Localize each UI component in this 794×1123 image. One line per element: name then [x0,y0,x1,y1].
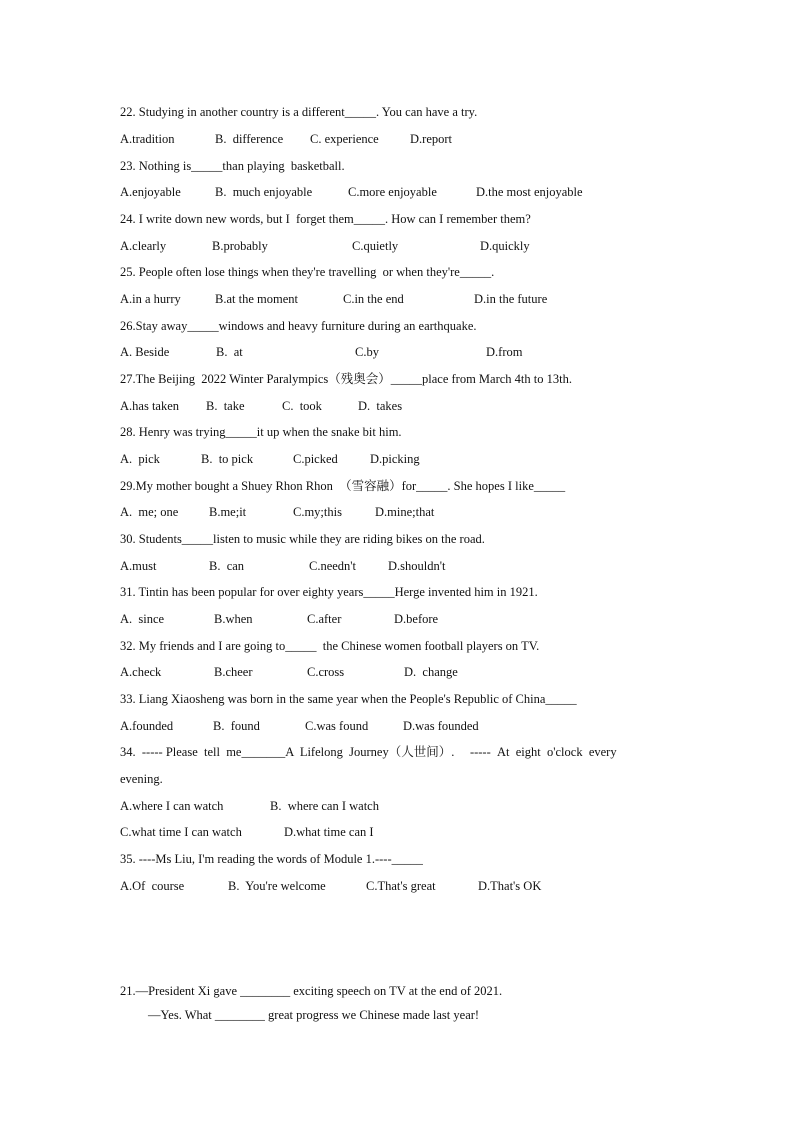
q32-option-b: B.cheer [214,665,253,679]
q28-option-c: C.picked [293,452,338,466]
question-22-stem: 22. Studying in another country is a different_____. You can have a try. [120,105,478,119]
q30-option-b: B. can [209,559,245,573]
q31-option-a: A. since [120,612,165,626]
question-30-stem: 30. Students_____listen to music while they are riding bikes on the road. [120,532,485,546]
q23-option-c: C.more enjoyable [348,185,437,199]
q26-option-a: A. Beside [120,345,170,359]
q32-option-d: D. change [404,665,458,679]
q27-option-c: C. took [282,399,322,413]
q22-option-a: A.tradition [120,132,175,146]
question-33-stem: 33. Liang Xiaosheng was born in the same year when the People's Republic of China_____ [120,692,577,706]
q27-option-b: B. take [206,399,245,413]
question-27-stem: 27.The Beijing 2022 Winter Paralympics（残奥会）_____place from March 4th to 13th. [120,372,572,386]
q28-option-b: B. to pick [201,452,254,466]
q35-option-c: C.That's great [366,879,436,893]
question-21-line2: —Yes. What ________ great progress we Chinese made last year! [148,1008,480,1022]
q26-option-c: C.by [355,345,379,359]
q33-option-b: B. found [213,719,260,733]
q33-option-a: A.founded [120,719,174,733]
q31-option-b: B.when [214,612,253,626]
question-32-stem: 32. My friends and I are going to_____ the Chinese women football players on TV. [120,639,540,653]
q23-option-a: A.enjoyable [120,185,181,199]
q33-option-d: D.was founded [403,719,479,733]
question-24-stem: 24. I write down new words, but I forget them_____. How can I remember them? [120,212,531,226]
q29-option-b: B.me;it [209,505,247,519]
question-26-stem: 26.Stay away_____windows and heavy furniture during an earthquake. [120,319,477,333]
q29-option-d: D.mine;that [375,505,435,519]
question-35-stem: 35. ----Ms Liu, I'm reading the words of Module 1.----_____ [120,852,423,866]
q27-option-a: A.has taken [120,399,180,413]
q32-option-c: C.cross [307,665,345,679]
question-21-line1: 21.—President Xi gave ________ exciting speech on TV at the end of 2021. [120,984,503,998]
q24-option-c: C.quietly [352,239,399,253]
question-29-stem: 29.My mother bought a Shuey Rhon Rhon （雪容融）for_____. She hopes I like_____ [120,479,566,493]
question-28-stem: 28. Henry was trying_____it up when the snake bit him. [120,425,402,439]
q35-option-b: B. You're welcome [228,879,326,893]
q34-option-d: D.what time can I [284,825,374,839]
q34-option-c: C.what time I can watch [120,825,242,839]
q34-option-a: A.where I can watch [120,799,224,813]
question-34-stem-cont: evening. [120,772,163,786]
q22-option-c: C. experience [310,132,379,146]
q27-option-d: D. takes [358,399,403,413]
q25-option-a: A.in a hurry [120,292,181,306]
question-23-stem: 23. Nothing is_____than playing basketball. [120,159,345,173]
question-25-stem: 25. People often lose things when they're travelling or when they're_____. [120,265,495,279]
q35-option-a: A.Of course [120,879,185,893]
q31-option-d: D.before [394,612,439,626]
q31-option-c: C.after [307,612,342,626]
q33-option-c: C.was found [305,719,369,733]
q24-option-b: B.probably [212,239,268,253]
q23-option-d: D.the most enjoyable [476,185,583,199]
q28-option-a: A. pick [120,452,160,466]
q35-option-d: D.That's OK [478,879,542,893]
q30-option-a: A.must [120,559,157,573]
q25-option-d: D.in the future [474,292,548,306]
q26-option-b: B. at [216,345,243,359]
q29-option-c: C.my;this [293,505,342,519]
q29-option-a: A. me; one [120,505,179,519]
question-31-stem: 31. Tintin has been popular for over eighty years_____Herge invented him in 1921. [120,585,538,599]
q25-option-c: C.in the end [343,292,404,306]
q24-option-a: A.clearly [120,239,167,253]
question-34-stem: 34. ----- Please tell me_______A Lifelong Journey（人世间）. ----- At eight o'clock every [120,745,617,759]
q30-option-d: D.shouldn't [388,559,446,573]
q24-option-d: D.quickly [480,239,530,253]
q22-option-b: B. difference [215,132,284,146]
q28-option-d: D.picking [370,452,420,466]
q25-option-b: B.at the moment [215,292,298,306]
q26-option-d: D.from [486,345,523,359]
q22-option-d: D.report [410,132,452,146]
q34-option-b: B. where can I watch [270,799,379,813]
q30-option-c: C.needn't [309,559,357,573]
q32-option-a: A.check [120,665,162,679]
q23-option-b: B. much enjoyable [215,185,313,199]
